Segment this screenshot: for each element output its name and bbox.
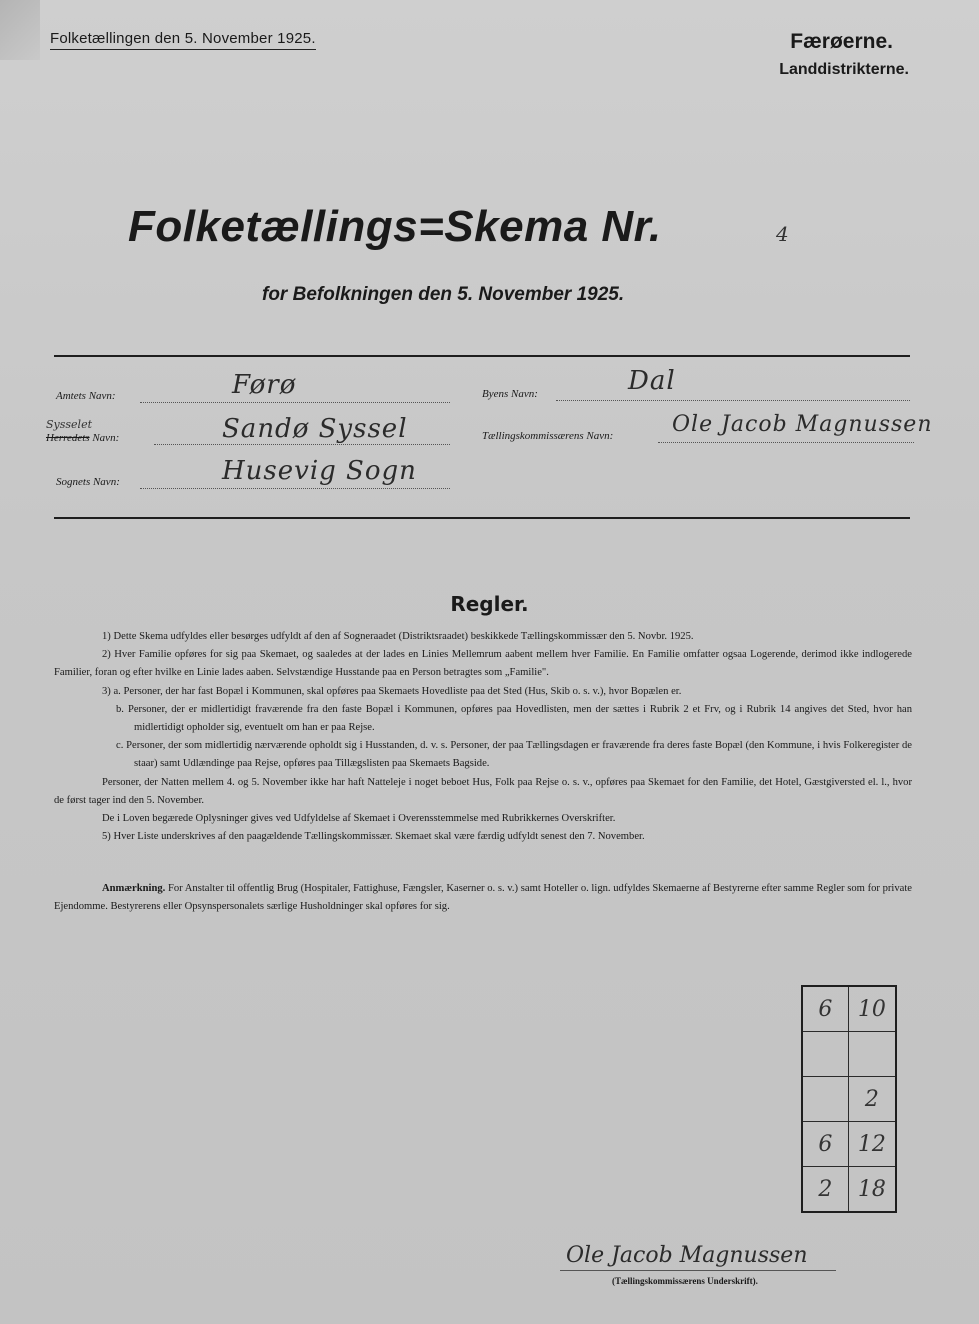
- sognets-label: Sognets Navn:: [56, 476, 120, 488]
- rules-heading: Regler.: [450, 592, 529, 616]
- tally-cell: 18: [848, 1167, 896, 1213]
- fields-bottom-rule: [54, 517, 910, 519]
- rule-4: De i Loven begærede Oplysninger gives ved Udfyldelse af Skemaet i Overensstemmelse med Rubrikkernes Overskrifter.: [102, 813, 616, 825]
- tally-cell: 6: [802, 1122, 848, 1167]
- tally-cell: 6: [802, 986, 848, 1032]
- herredets-value: Sandø Syssel: [222, 414, 408, 444]
- tally-row: [802, 1032, 896, 1077]
- tally-row: [802, 1167, 896, 1213]
- signature-line: [560, 1270, 836, 1271]
- signature-caption: (Tællingskommissærens Underskrift).: [612, 1276, 758, 1286]
- amtets-label: Amtets Navn:: [56, 390, 116, 402]
- form-number: 4: [776, 222, 789, 246]
- tally-cell: [802, 1077, 848, 1122]
- byens-value: Dal: [628, 366, 676, 396]
- rule-2: 2) Hver Familie opføres for sig paa Skemaet, og saaledes at der lades en Linies Mellemrum aabent mellem hver Familie. En Familie omfatter ogsaa Logerende, derimod ikke indlogerede Familier, foran og efter hvilke en Linie lades aaben. Selvstændige Husstande paa en Person betragtes som „Familie".: [54, 649, 912, 679]
- herredets-label-rest: Navn:: [89, 432, 120, 444]
- rule-1: 1) Dette Skema udfyldes eller besørges udfyldt af den af Sogneraadet (Distriktsraadet) beskikkede Tællingskommissær den 5. Novbr. 1925.: [102, 631, 694, 642]
- herredets-line: [154, 444, 450, 445]
- header-district-type: Landdistrikterne.: [779, 61, 909, 78]
- rule-3a: 3) a. Personer, der har fast Bopæl i Kommunen, skal opføres paa Skemaets Hovedliste paa det Sted (Hus, Skib o. s. v.), hvor Bopælen er.: [102, 685, 682, 697]
- form-subtitle: for Befolkningen den 5. November 1925.: [262, 284, 625, 305]
- tally-cell: 10: [848, 986, 896, 1032]
- page-corner-shadow: [0, 0, 40, 60]
- tally-row: [802, 1122, 896, 1167]
- top-rule: [54, 355, 910, 357]
- amtets-line: [140, 402, 450, 403]
- rule-3b: b. Personer, der er midlertidigt fraværende fra den faste Bopæl i Kommunen, opføres paa Hovedlisten, men der sættes i Rubrik 2 et Frv, og i Rubrik 14 angives det Sted, hvor han midlertidigt opholder sig, eventuelt om han er paa Rejse.: [116, 703, 912, 734]
- amtets-value: Førø: [232, 370, 297, 400]
- tally-cell: 2: [802, 1167, 848, 1213]
- rules-body: [54, 628, 912, 846]
- annotation-text: For Anstalter til offentlig Brug (Hospitaler, Fattighuse, Fængsler, Kaserner o. s. v.) samt Hoteller o. lign. udfyldes Skemaerne af Bestyrerne efter samme Regler som for private Ejendomme. Bestyrerens eller Opsynspersonalets særlige Husholdninger skal opføres for sig.: [54, 883, 912, 913]
- annotation-label: Anmærkning.: [102, 883, 166, 894]
- kommissaer-value: Ole Jacob Magnussen: [672, 412, 933, 437]
- tally-table: [801, 985, 897, 1213]
- herredets-label: [46, 432, 119, 444]
- kommissaer-line: [658, 442, 914, 443]
- herredets-label-struck: Herredets: [46, 432, 90, 444]
- form-title: Folketællings=Skema Nr.: [128, 202, 662, 251]
- rule-3c: c. Personer, der som midlertidig nærværende opholdt sig i Husstanden, d. v. s. Personer, der paa Tællingsdagen er fraværende fra deres faste Bopæl (den Kommune, i hvis Folkeregister de staar) samt Udlændinge paa Rejse, opføres paa Tillægslisten paa Skemaets Bagside.: [116, 740, 912, 770]
- herredets-prefix: Sysselet: [46, 418, 92, 431]
- kommissaer-label: Tællingskommissærens Navn:: [482, 430, 614, 442]
- rule-3d: Personer, der Natten mellem 4. og 5. November ikke har haft Natteleje i noget beboet Hus, Folk paa Rejse o. s. v., opføres paa Skemaet for den Familie, det Hotel, Gæstgiversted el. l., hvor de først tager ind den 5. November.: [54, 776, 912, 806]
- sognets-value: Husevig Sogn: [222, 456, 417, 486]
- tally-cell: [848, 1032, 896, 1077]
- sognets-line: [140, 488, 450, 489]
- header-census-date: Folketællingen den 5. November 1925.: [50, 30, 316, 50]
- rule-5: 5) Hver Liste underskrives af den paagældende Tællingskommissær. Skemaet skal være færdig udfyldt senest den 7. November.: [102, 831, 645, 843]
- tally-cell: 2: [848, 1077, 896, 1122]
- commissioner-signature: Ole Jacob Magnussen: [566, 1243, 808, 1268]
- tally-row: [802, 986, 896, 1032]
- tally-row: [802, 1077, 896, 1122]
- header-region: Færøerne.: [790, 30, 893, 53]
- tally-cell: 12: [848, 1122, 896, 1167]
- byens-line: [556, 400, 910, 401]
- annotation-paragraph: [54, 880, 912, 916]
- tally-cell: [802, 1032, 848, 1077]
- byens-label: Byens Navn:: [482, 388, 538, 400]
